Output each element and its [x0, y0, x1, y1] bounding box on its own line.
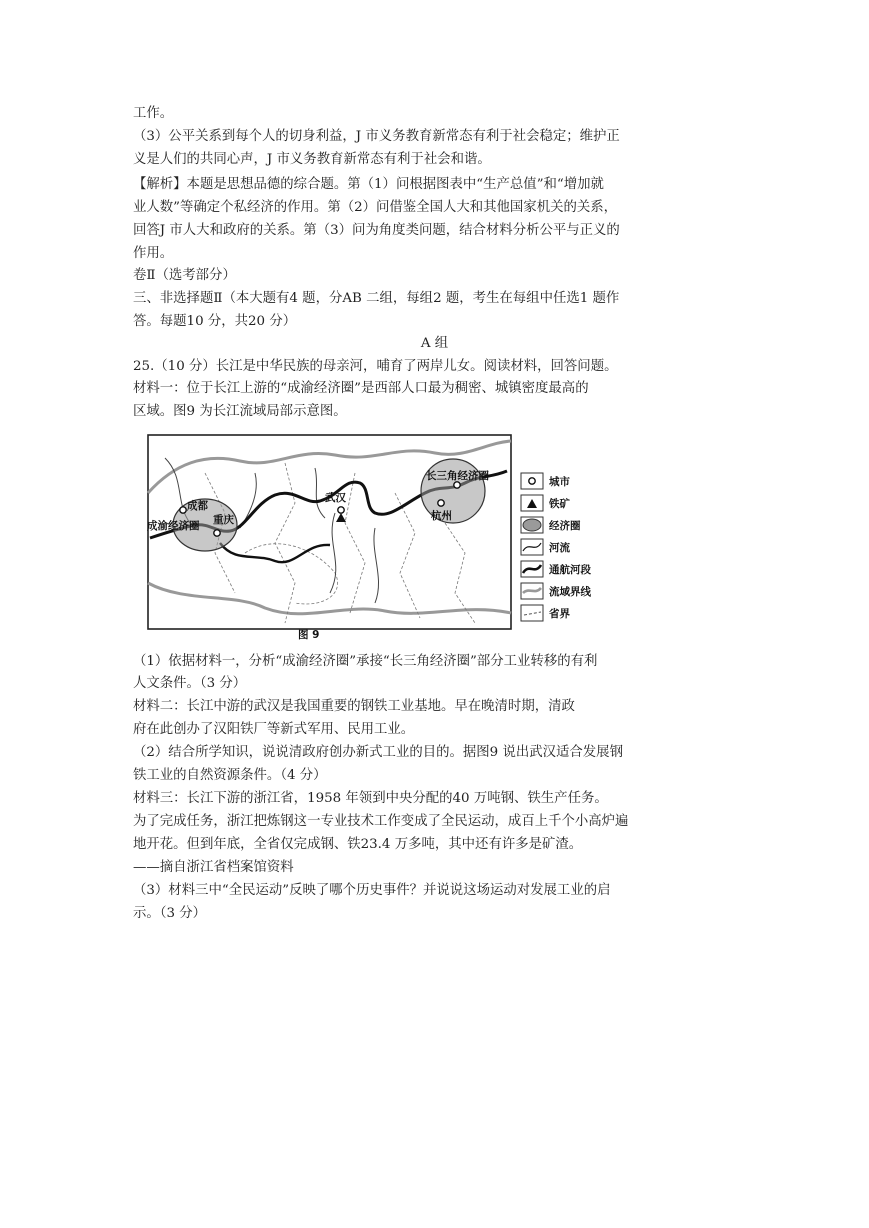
question-25: 25.（10 分）长江是中华民族的母亲河，哺育了两岸儿女。阅读材料，回答问题。 [133, 359, 618, 374]
text-line: 示。（3 分） [133, 906, 207, 921]
label-chongqing: 重庆 [213, 514, 234, 526]
legend-econ-label: 经济圈 [549, 520, 581, 532]
city-wuhan-marker [338, 507, 344, 513]
material-two: 材料二：长江中游的武汉是我国重要的钢铁工业基地。早在晚清时期，清政 [133, 699, 575, 714]
text-line: 为了完成任务，浙江把炼钢这一专业技术工作变成了全民运动，成百上千个小高炉遍 [133, 814, 629, 829]
legend-river-label: 河流 [549, 542, 570, 554]
text-line: 铁工业的自然资源条件。（4 分） [133, 768, 327, 783]
text-line: 区域。图9 为长江流域局部示意图。 [133, 404, 347, 419]
legend-city-icon [529, 478, 535, 484]
text-line: 三、非选择题Ⅱ（本大题有4 题，分AB 二组，每组2 题，考生在每组中任选1 题作 [133, 291, 620, 306]
text-line: 业人数”等确定个私经济的作用。第（2）问借鉴全国人大和其他国家机关的关系， [133, 200, 618, 215]
label-wuhan: 武汉 [325, 492, 346, 504]
material-three: 材料三：长江下游的浙江省，1958 年领到中央分配的40 万吨钢、铁生产任务。 [133, 791, 608, 806]
label-hangzhou: 杭州 [431, 510, 452, 522]
yangtze-map-figure [145, 433, 695, 641]
source-citation: ——摘自浙江省档案馆资料 [133, 860, 294, 875]
question-25-1: （1）依据材料一，分析“成渝经济圈”承接“长三角经济圈”部分工业转移的有利 [133, 654, 598, 669]
legend-navig-label: 通航河段 [549, 564, 591, 576]
text-line: 人文条件。（3 分） [133, 676, 247, 691]
map-legend [521, 473, 591, 621]
group-heading: A 组 [420, 336, 449, 351]
material-one: 材料一：位于长江上游的“成渝经济圈”是西部人口最为稠密、城镇密度最高的 [133, 381, 589, 396]
text-line: 义是人们的共同心声，J 市义务教育新常态有利于社会和谐。 [133, 152, 491, 167]
text-line: 作用。 [133, 246, 174, 261]
text-line: 答。每题10 分，共20 分） [133, 314, 297, 329]
section-heading: 卷Ⅱ（选考部分） [133, 268, 236, 283]
question-25-3: （3）材料三中“全民运动”反映了哪个历史事件？并说说这场运动对发展工业的启 [133, 883, 611, 898]
analysis-heading: 【解析】本题是思想品德的综合题。第（1）问根据图表中“生产总值”和“增加就 [133, 177, 604, 192]
question-25-2: （2）结合所学知识，说说清政府创办新式工业的目的。据图9 说出武汉适合发展钢 [133, 745, 623, 760]
text-line: （3）公平关系到每个人的切身利益，J 市义务教育新常态有利于社会稳定；维护正 [133, 129, 620, 144]
city-chongqing-marker [214, 530, 220, 536]
city-hangzhou-marker [438, 500, 444, 506]
label-chengyu: 成渝经济圈 [147, 520, 200, 532]
legend-province-label: 省界 [549, 608, 570, 620]
legend-basin-label: 流域界线 [549, 586, 591, 598]
city-chengdu-marker [180, 507, 186, 513]
label-chengdu: 成都 [187, 500, 208, 512]
legend-city-label: 城市 [549, 476, 570, 488]
figure-caption: 图 9 [298, 629, 320, 641]
text-line: 地开花。但到年底，全省仅完成钢、铁23.4 万多吨，其中还有许多是矿渣。 [133, 837, 583, 852]
label-changsanjiao: 长三角经济圈 [426, 470, 489, 482]
legend-econ-icon [523, 519, 541, 531]
text-line: 府在此创办了汉阳铁厂等新式军用、民用工业。 [133, 722, 415, 737]
legend-iron-label: 铁矿 [549, 498, 570, 510]
text-line: 工作。 [133, 106, 174, 121]
text-line: 回答J 市人大和政府的关系。第（3）问为角度类问题，结合材料分析公平与正义的 [133, 223, 620, 238]
